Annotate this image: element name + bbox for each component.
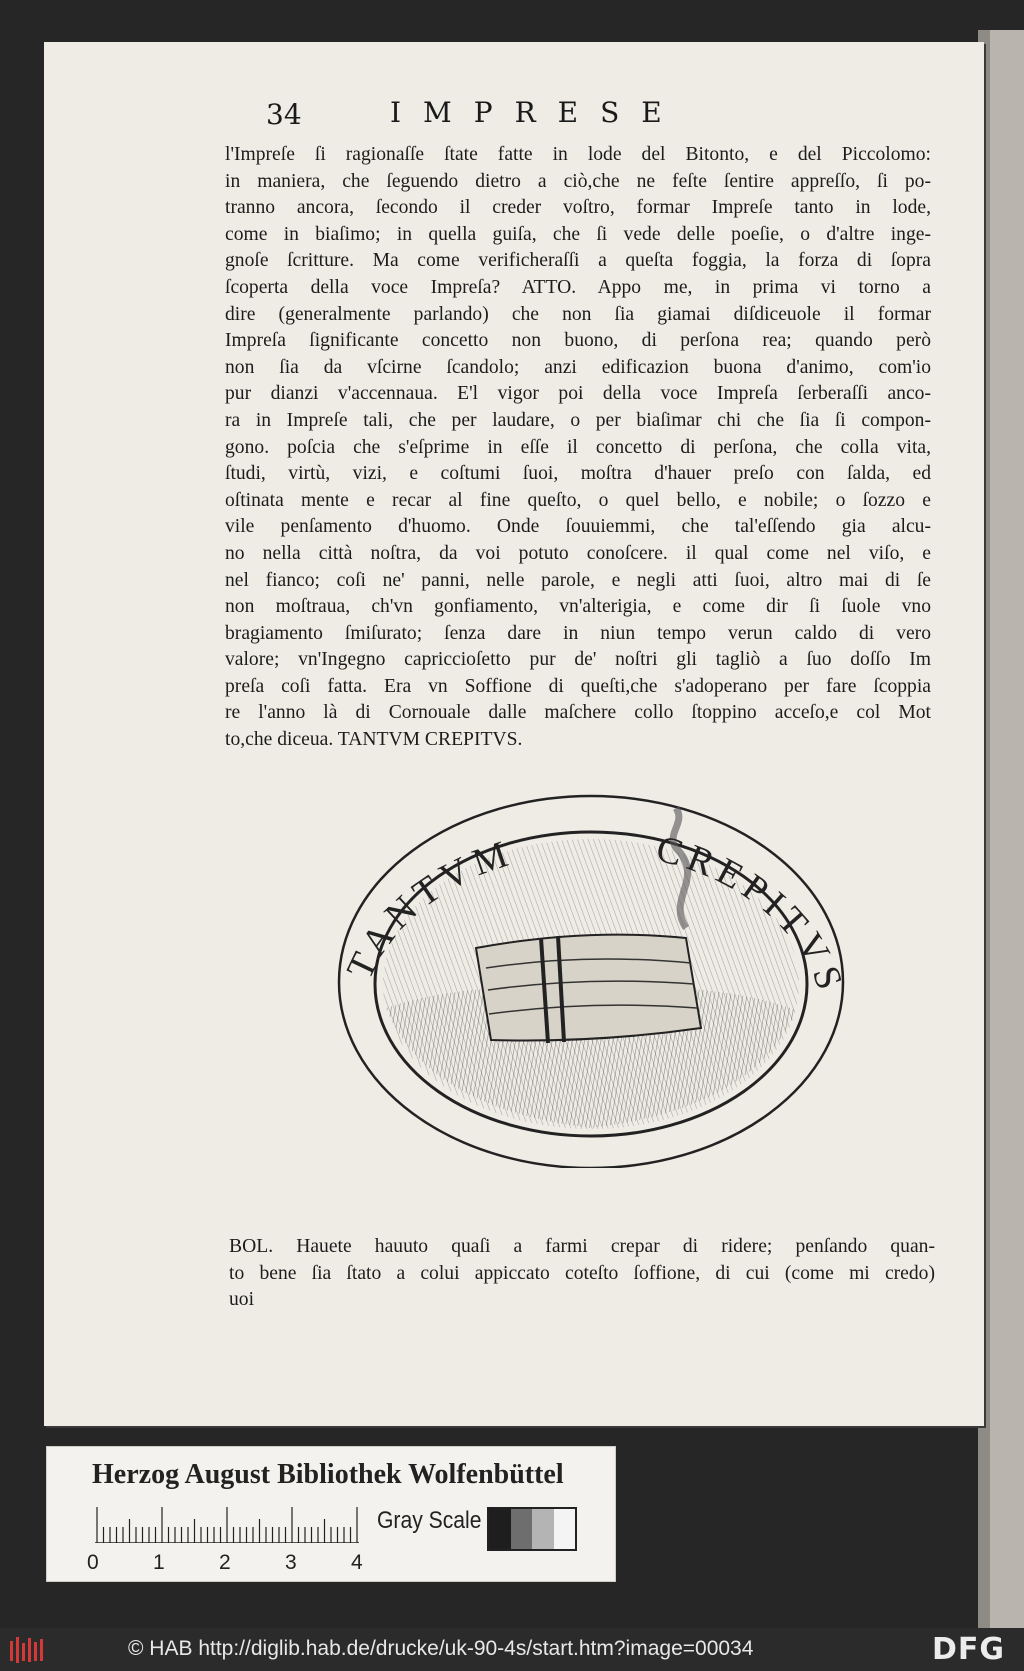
grayscale-step — [532, 1509, 554, 1549]
text-line: ſcoperta della voce Impreſa? ATTO. Appo me, in prima vi torno a — [225, 276, 931, 298]
text-line: l'Impreſe ſi ragionaſſe ſtate fatte in lode del Bitonto, e del Piccolomo: — [225, 144, 931, 165]
text-line: vile penſamento d'huomo. Onde ſouuiemmi, che tal'eſſendo gia alcu- — [225, 516, 931, 538]
ruler-scale — [95, 1507, 407, 1543]
grayscale-step — [554, 1509, 576, 1549]
text-line: ra in Impreſe tali, che per laudare, o per biaſimar chi che ſia ſi compon- — [225, 409, 931, 431]
text-line: to,che diceua. TANTVM CREPITVS. — [225, 729, 523, 751]
copyright-credit: © HAB http://diglib.hab.de/drucke/uk-90-4s/start.htm?image=00034 — [128, 1637, 754, 1660]
text-line: ſtudi, virtù, vizi, e coſtumi ſuoi, moſtra d'hauer preſo con ſalda, ed — [225, 463, 931, 485]
ruler-number: 1 — [153, 1551, 165, 1574]
text-line: in maniera, che ſeguendo dietro a ciò,che ne feſte ſentire appreſſo, ſi po- — [225, 170, 931, 192]
grayscale-step — [511, 1509, 533, 1549]
grayscale-label: Gray Scale — [377, 1507, 482, 1534]
text-line: gnoſe ſcritture. Ma come verificheraſſi a queſta foggia, la forza di ſopra — [225, 250, 931, 272]
page-number: 34 — [266, 98, 302, 131]
text-line: gono. poſcia che s'eſprime in eſſe il concetto di perſona, che colla vita, — [225, 436, 931, 458]
text-line: re l'anno là di Cornouale dalle maſchere collo ſtoppino acceſo,e col Mot — [225, 702, 931, 724]
ruler-number: 2 — [219, 1551, 231, 1574]
page-header — [266, 96, 786, 136]
text-line: tranno ancora, ſecondo il creder voſtro, formar Impreſe tanto in lode, — [225, 197, 931, 219]
catch-word: uoi — [229, 1289, 255, 1311]
text-line: bragiamento ſmiſurato; ſenza dare in niun tempo verun caldo di vero — [225, 622, 931, 644]
text-line: non ſia da vſcirne ſcandolo; anzi edificazion buona d'animo, com'io — [225, 356, 931, 378]
grayscale-step — [489, 1509, 511, 1549]
text-line: preſa coſi fatta. Era vn Soffione di queſti,che s'adoperano per fare ſcoppia — [225, 675, 931, 697]
text-line: pur dianzi v'accennaua. E'l vigor poi della voce Impreſa ſerberaſſi anco- — [225, 383, 931, 405]
text-line: nel fianco; coſi ne' panni, nelle parole, e negli atti ſuoi, altro mai di ſe — [225, 569, 931, 591]
grayscale-swatch — [487, 1507, 577, 1551]
library-name: Herzog August Bibliothek Wolfenbüttel — [92, 1459, 564, 1490]
emblem-motto-right: CREPITVS — [651, 827, 853, 1001]
text-line: oſtinata mente e recar al fine queſto, o quel bello, e nobile; o ſozzo e — [225, 489, 931, 511]
next-page-edge-light — [990, 30, 1024, 1628]
closing-line: to bene ſia ſtato a colui appiccato coteſto ſoffione, di cui (come mi credo) — [229, 1262, 935, 1284]
color-calibration-card — [46, 1446, 616, 1582]
emblem-motto-left: TANTVM — [338, 831, 519, 986]
text-line: non moſtraua, ch'vn gonfiamento, vn'alterigia, e come dir ſi ſuole vno — [225, 596, 931, 618]
closing-text — [229, 1234, 935, 1314]
text-line: dire (generalmente parlando) che non ſia giamai diſdiceuole il formar — [225, 303, 931, 325]
ruler-number: 3 — [285, 1551, 297, 1574]
text-line: no nella città noſtra, da voi potuto conoſcere. il qual come nel viſo, e — [225, 542, 931, 564]
footer-bar — [0, 1628, 1024, 1671]
emblem-illustration — [326, 778, 856, 1168]
soffione-bundle — [476, 935, 701, 1043]
dfg-logo: DFG — [932, 1632, 1006, 1667]
text-line: valore; vn'Ingegno capriccioſetto pur de' noſtri gli tagliò a ſuo doſſo Im — [225, 649, 931, 671]
body-text — [225, 142, 931, 754]
text-line: come in biaſimo; in quella guiſa, che ſi vede delle poeſie, o d'altre inge- — [225, 223, 931, 245]
running-title: IMPRESE — [390, 96, 684, 129]
hab-logo-icon — [8, 1635, 46, 1665]
closing-line: BOL. Hauete hauuto quaſi a farmi crepar di ridere; penſando quan- — [229, 1236, 935, 1257]
ruler-number: 4 — [351, 1551, 363, 1574]
ruler-number: 0 — [87, 1551, 99, 1574]
text-line: Impreſa ſignificante concetto non buono, di perſona rea; quando però — [225, 330, 931, 352]
